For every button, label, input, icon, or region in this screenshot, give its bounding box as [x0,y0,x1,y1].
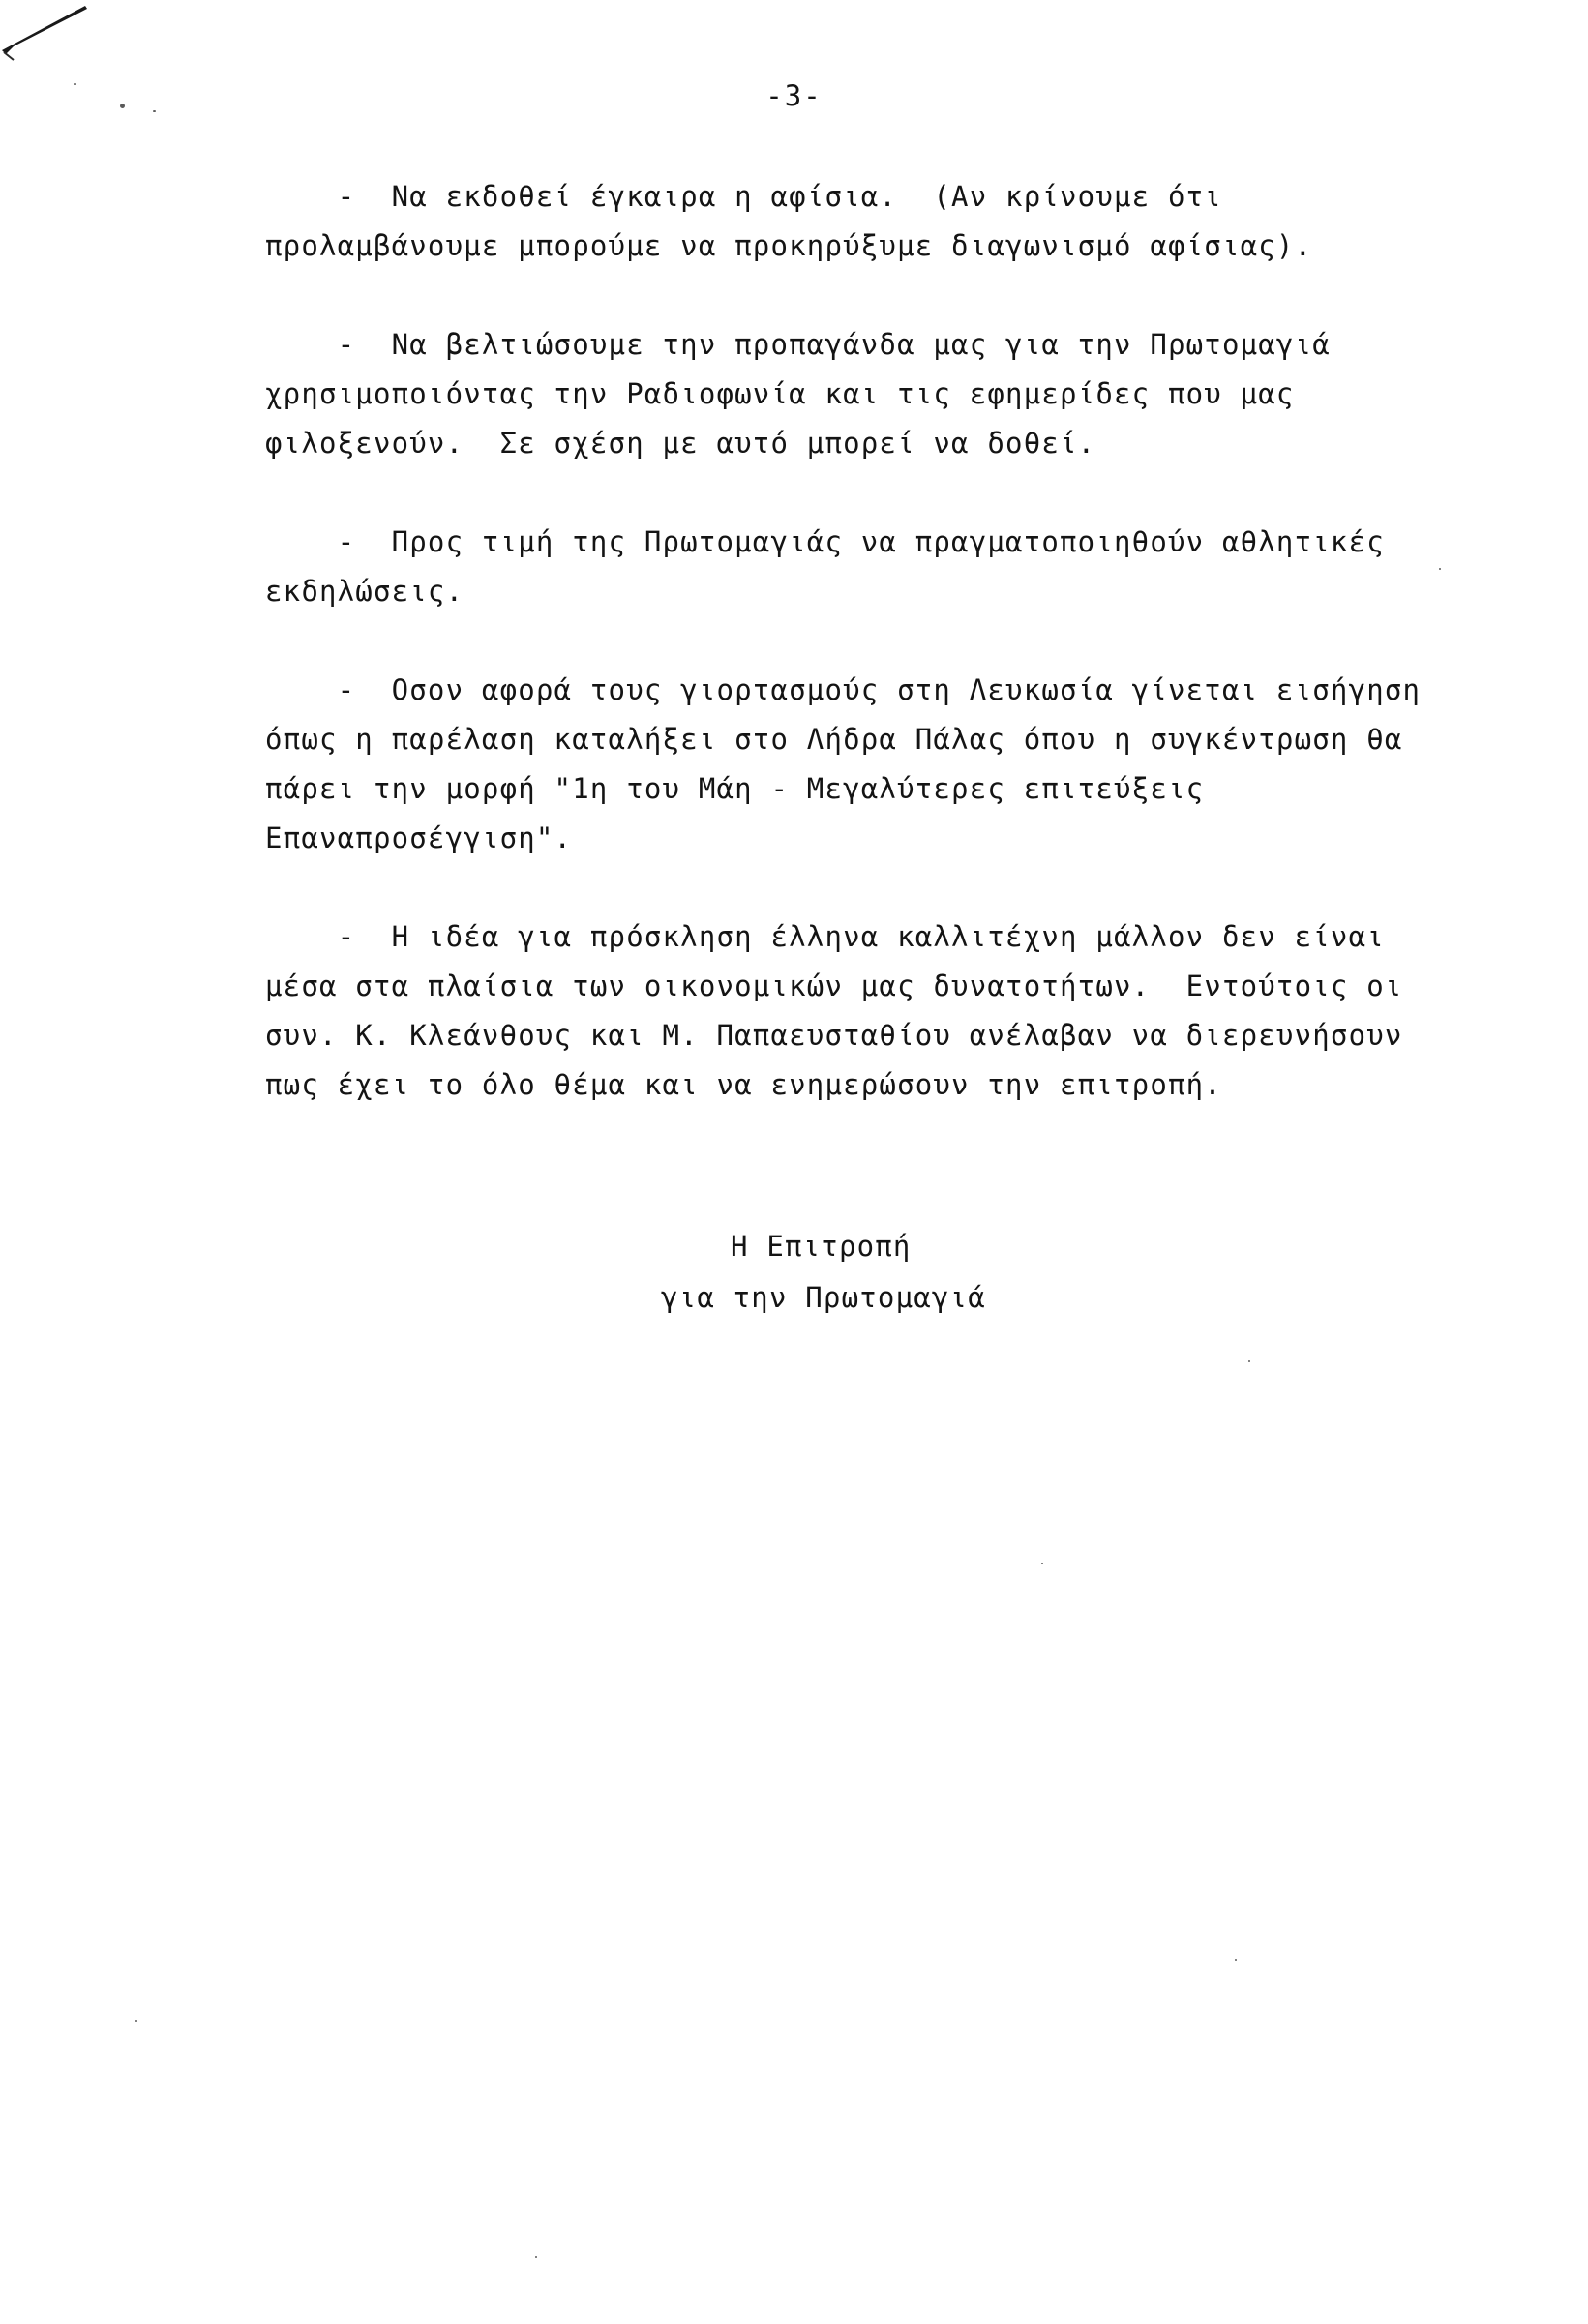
text-line: φιλοξενούν. Σε σχέση με αυτό μπορεί να δοθεί. [265,427,1096,460]
text-line: πως έχει το όλο θέμα και να ενημερώσουν την επιτροπή. [265,1068,1222,1101]
text-line: μέσα στα πλαίσια των οικονομικών μας δυνατοτήτων. Εντούτοις οι [265,969,1403,1002]
text-line: συν. Κ. Κλεάνθους και Μ. Παπαευσταθίου ανέλαβαν να διερευνήσουν [265,1019,1403,1052]
signature-committee: Η Επιτροπή [731,1230,912,1263]
text-line: - Προς τιμή της Πρωτομαγιάς να πραγματοποιηθούν αθλητικές [265,525,1385,558]
signature-purpose: για την Πρωτομαγιά [661,1281,986,1314]
paragraph-greek-artist [265,912,1403,1110]
paragraph-propaganda [265,320,1330,468]
document-body [265,172,1422,1159]
text-line: Επαναπροσέγγιση". [265,821,573,854]
scan-corner-mark [0,0,97,77]
text-line: - Να βελτιώσουμε την προπαγάνδα μας για την Πρωτομαγιά [265,328,1331,361]
paragraph-nicosia-celebrations [265,666,1422,863]
paragraph-poster [265,172,1330,271]
scan-speck [1248,1360,1250,1362]
scan-speck [535,2256,537,2258]
text-line: - Οσον αφορά τους γιορτασμούς στη Λευκωσία γίνεται εισήγηση [265,673,1422,706]
page-number: -3- [765,79,823,112]
scan-speck [1041,1563,1043,1564]
text-line: - Η ιδέα για πρόσκληση έλληνα καλλιτέχνη μάλλον δεν είναι [265,920,1385,953]
text-line: πάρει την μορφή "1η του Μάη - Μεγαλύτερες επιτεύξεις [265,772,1205,805]
text-line: χρησιμοποιόντας την Ραδιοφωνία και τις εφημερίδες που μας [265,377,1295,410]
text-line: εκδηλώσεις. [265,575,464,608]
text-line: - Να εκδοθεί έγκαιρα η αφίσια. (Αν κρίνουμε ότι [265,180,1222,213]
text-line: προλαμβάνουμε μπορούμε να προκηρύξυμε διαγωνισμό αφίσιας). [265,229,1313,262]
paragraph-sports-events [265,518,1385,616]
scan-speck [1235,1959,1237,1961]
scan-speck [1439,568,1441,570]
signature-block [661,1221,986,1324]
scan-speck [135,2020,137,2022]
text-line: όπως η παρέλαση καταλήξει στο Λήδρα Πάλας όπου η συγκέντρωση θα [265,723,1403,756]
